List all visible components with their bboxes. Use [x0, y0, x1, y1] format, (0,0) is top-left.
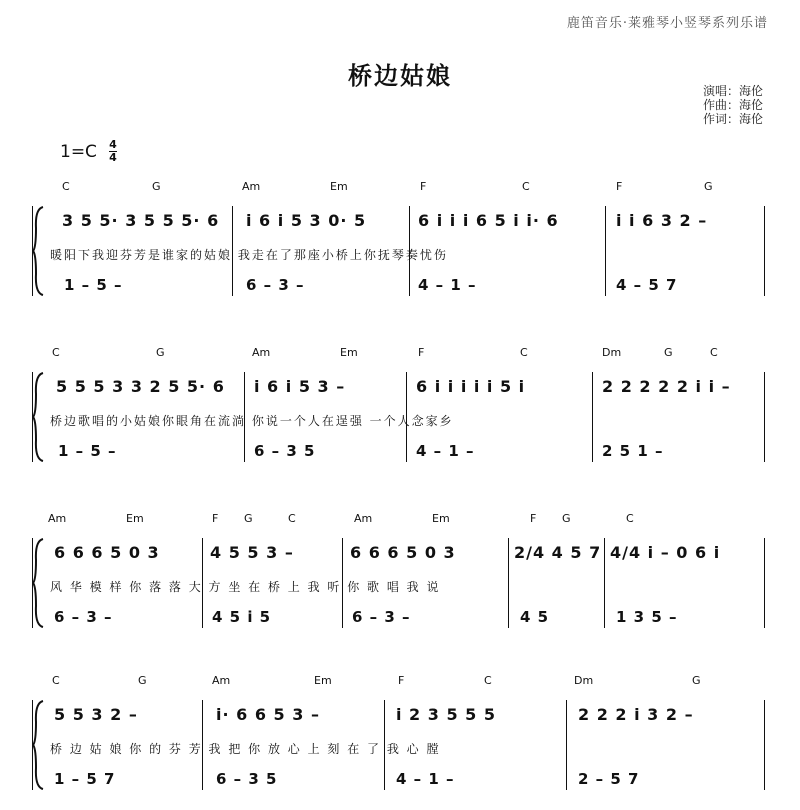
system-brace: [32, 700, 46, 790]
barline: [764, 206, 765, 296]
lyrics-line: 暖阳下我迎芬芳是谁家的姑娘 我走在了那座小桥上你抚琴奏忧伤: [50, 248, 448, 262]
melody-measure: 2/4 4 5 7: [514, 543, 602, 562]
lyrics-line: 桥边歌唱的小姑娘你眼角在流淌 你说一个人在逞强 一个人念家乡: [50, 414, 454, 428]
barline: [764, 700, 765, 790]
melody-line: [50, 705, 764, 727]
melody-measure: 5 5 3 2 –: [54, 705, 138, 724]
score-system: [32, 180, 768, 316]
chord-symbol: Em: [126, 512, 144, 525]
melody-measure: 6 i i i 6 5 i i· 6: [418, 211, 559, 230]
chord-symbol: C: [710, 346, 718, 359]
melody-measure: i i 6 3 2 –: [616, 211, 708, 230]
bass-line: [50, 442, 764, 464]
chord-symbol: Em: [340, 346, 358, 359]
melody-measure: i· 6 6 5 3 –: [216, 705, 320, 724]
bass-line: [50, 276, 764, 298]
bass-measure: 2 5 1 –: [602, 442, 664, 460]
melody-measure: 3 5 5· 3 5 5 5· 6: [62, 211, 220, 230]
chord-symbol: Em: [330, 180, 348, 193]
bass-measure: 4 – 1 –: [416, 442, 475, 460]
bass-measure: 4 – 1 –: [396, 770, 455, 788]
bass-line: [50, 608, 764, 630]
lyricist-credit: 作词：海伦: [703, 112, 764, 126]
bass-measure: 1 – 5 –: [64, 276, 123, 294]
chord-symbol: G: [152, 180, 161, 193]
bass-measure: 4 5: [520, 608, 550, 626]
system-brace: [32, 372, 46, 462]
bass-measure: 1 3 5 –: [616, 608, 678, 626]
chord-symbol: Dm: [602, 346, 622, 359]
chord-symbol: G: [156, 346, 165, 359]
bass-measure: 6 – 3 –: [54, 608, 113, 626]
chord-symbol: C: [288, 512, 296, 525]
melody-measure: i 6 i 5 3 0· 5: [246, 211, 367, 230]
melody-measure: 2 2 2 i 3 2 –: [578, 705, 694, 724]
melody-measure: 6 6 6 5 0 3: [350, 543, 456, 562]
bass-measure: 6 – 3 5: [254, 442, 316, 460]
chord-symbol: F: [420, 180, 427, 193]
chord-symbol: Dm: [574, 674, 594, 687]
barline: [764, 372, 765, 462]
system-brace: [32, 538, 46, 628]
time-numerator: 4: [109, 138, 117, 151]
melody-measure: i 2 3 5 5 5: [396, 705, 496, 724]
singer-credit: 演唱：海伦: [703, 84, 764, 98]
chord-symbol: Am: [252, 346, 271, 359]
melody-measure: 6 i i i i i 5 i: [416, 377, 526, 396]
chord-symbol: Am: [354, 512, 373, 525]
chord-symbol: G: [664, 346, 673, 359]
chord-symbol: G: [692, 674, 701, 687]
melody-measure: i 6 i 5 3 –: [254, 377, 346, 396]
chord-symbol: G: [138, 674, 147, 687]
barline: [32, 206, 33, 296]
bass-measure: 2 – 5 7: [578, 770, 640, 788]
chord-symbol: C: [520, 346, 528, 359]
chord-symbol: F: [398, 674, 405, 687]
bass-measure: 4 5 i 5: [212, 608, 272, 626]
melody-measure: 4/4 i – 0 6 i: [610, 543, 721, 562]
chord-symbol: F: [418, 346, 425, 359]
melody-line: [50, 211, 764, 233]
melody-measure: 5 5 5 3 3 2 5 5· 6: [56, 377, 225, 396]
chord-symbol: Am: [212, 674, 231, 687]
chord-symbol: C: [484, 674, 492, 687]
melody-measure: 2 2 2 2 2 i i –: [602, 377, 731, 396]
chord-symbol: C: [62, 180, 70, 193]
chord-symbol: Am: [242, 180, 261, 193]
bass-measure: 4 – 5 7: [616, 276, 678, 294]
bass-measure: 6 – 3 –: [246, 276, 305, 294]
time-signature: [109, 140, 117, 163]
barline: [32, 700, 33, 790]
barline: [32, 372, 33, 462]
chord-symbol: G: [704, 180, 713, 193]
lyrics-line: 风 华 模 样 你 落 落 大 方 坐 在 桥 上 我 听 你 歌 唱 我 说: [50, 580, 441, 594]
barline: [32, 538, 33, 628]
chord-symbol: C: [52, 674, 60, 687]
chord-symbol: G: [562, 512, 571, 525]
chord-symbol: F: [616, 180, 623, 193]
melody-measure: 6 6 6 5 0 3: [54, 543, 160, 562]
chord-symbol: F: [530, 512, 537, 525]
chord-symbol: G: [244, 512, 253, 525]
score-system: [32, 674, 768, 810]
system-brace: [32, 206, 46, 296]
score-system: [32, 346, 768, 482]
chord-symbol: Em: [432, 512, 450, 525]
barline: [764, 538, 765, 628]
chord-symbol: C: [522, 180, 530, 193]
lyrics-line: 桥 边 姑 娘 你 的 芬 芳 我 把 你 放 心 上 刻 在 了 我 心 膛: [50, 742, 441, 756]
composer-credit: 作曲：海伦: [703, 98, 764, 112]
chord-symbol: C: [52, 346, 60, 359]
credits-block: [703, 84, 763, 126]
score-system: [32, 512, 768, 648]
bass-measure: 4 – 1 –: [418, 276, 477, 294]
key-signature: 1=C: [60, 142, 97, 162]
time-denominator: 4: [109, 151, 117, 164]
chord-symbol: F: [212, 512, 219, 525]
melody-measure: 4 5 5 3 –: [210, 543, 294, 562]
series-label: 鹿笛音乐·莱雅琴小竖琴系列乐谱: [566, 16, 768, 31]
song-title: 桥边姑娘: [348, 62, 452, 90]
chord-symbol: C: [626, 512, 634, 525]
bass-measure: 6 – 3 –: [352, 608, 411, 626]
melody-line: [50, 377, 764, 399]
chord-symbol: Em: [314, 674, 332, 687]
bass-measure: 1 – 5 –: [58, 442, 117, 460]
bass-measure: 6 – 3 5: [216, 770, 278, 788]
chord-symbol: Am: [48, 512, 67, 525]
melody-line: [50, 543, 764, 565]
bass-measure: 1 – 5 7: [54, 770, 116, 788]
bass-line: [50, 770, 764, 792]
